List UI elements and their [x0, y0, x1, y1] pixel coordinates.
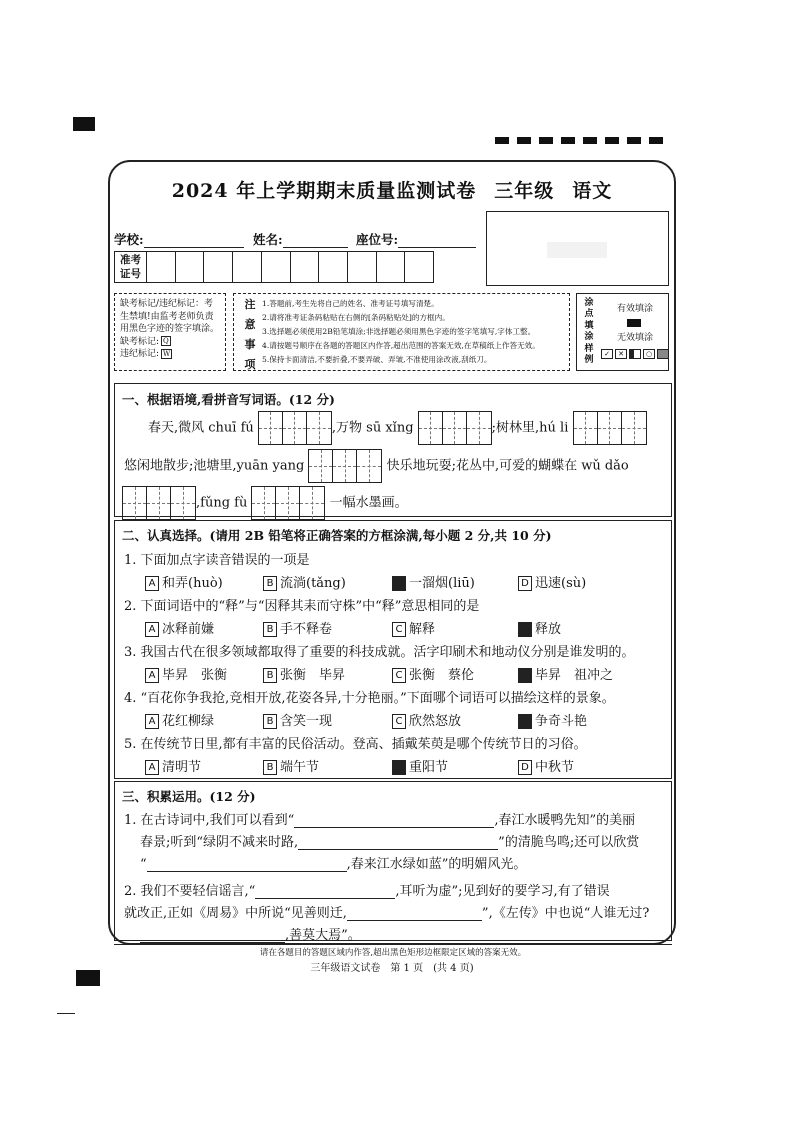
choice-option[interactable]: [145, 664, 227, 683]
choice-text: 花红柳绿: [162, 714, 215, 729]
answer-blank[interactable]: [347, 907, 482, 921]
answer-blank[interactable]: [294, 814, 494, 828]
choice-bubble[interactable]: A: [145, 576, 159, 591]
choice-option[interactable]: [145, 756, 201, 775]
choice-text: 释放: [535, 622, 562, 637]
choice-bubble[interactable]: C: [392, 668, 406, 683]
page-number: 三年级语文试卷 第 1 页 (共 4 页): [310, 963, 474, 974]
exam-id-label: 准考 证号: [115, 252, 147, 282]
choice-bubble[interactable]: D: [518, 622, 532, 637]
choice-text: 一溜烟(liū): [409, 576, 475, 591]
section-3-q2-line-2: 就改正,正如《周易》中所说“见善则迁, ”,《左传》中也说“人谁无过?: [124, 906, 650, 921]
choice-text: 手不释卷: [280, 622, 333, 637]
choice-bubble[interactable]: D: [518, 668, 532, 683]
choice-option[interactable]: [145, 618, 214, 637]
school-label: 学校:: [114, 232, 144, 247]
pinyin-answer-box[interactable]: [122, 486, 196, 520]
seat-field[interactable]: [356, 230, 476, 248]
discipline-mark-box[interactable]: W: [163, 349, 171, 358]
choice-bubble[interactable]: B: [263, 576, 277, 591]
notice-box: [233, 293, 570, 371]
choice-text: 重阳节: [409, 760, 449, 775]
section-3-q1-line-2: 春景;听到“绿阴不减来时路, ”的清脆鸟鸣;还可以欣赏: [140, 835, 640, 850]
choice-bubble[interactable]: A: [145, 760, 159, 775]
pinyin-answer-box[interactable]: [251, 486, 325, 520]
id-cell[interactable]: [233, 252, 262, 282]
choice-bubble[interactable]: D: [518, 576, 532, 591]
question-stem: 1. 下面加点字读音错误的一项是: [124, 553, 310, 568]
id-cell[interactable]: [405, 252, 433, 282]
notice-item: 2.请将准考证条码粘贴在右侧的[条码粘贴处]的方框内。: [262, 313, 450, 322]
grade-label: 三年级: [494, 180, 555, 202]
notice-item: 5.保持卡面清洁,不要折叠,不要弄破、弄皱,不准使用涂改液,刮纸刀。: [262, 355, 492, 364]
footer-note: 请在各题目的答题区域内作答,超出黑色矩形边框限定区域的答案无效。: [114, 944, 672, 958]
choice-bubble[interactable]: B: [263, 760, 277, 775]
id-cell[interactable]: [176, 252, 205, 282]
notice-item: 3.选择题必须使用2B铅笔填涂;非选择题必须用黑色字迹的签字笔填写,字体工整。: [262, 327, 536, 336]
section-3-q1-line-3: “ ,春来江水绿如蓝”的明媚风光。: [140, 857, 527, 872]
question-stem: 5. 在传统节日里,都有丰富的民俗活动。登高、插戴茱萸是哪个传统节日的习俗。: [124, 737, 587, 752]
corner-mark-top-left: [73, 117, 95, 131]
choice-option[interactable]: [518, 618, 561, 637]
name-field[interactable]: [253, 230, 348, 248]
choice-bubble[interactable]: A: [145, 714, 159, 729]
choice-text: 清明节: [162, 760, 202, 775]
invalid-fill-samples: ✓ ✕ ○: [601, 349, 669, 359]
choice-option[interactable]: [518, 664, 613, 683]
notice-item: 1.答题前,考生先将自己的姓名、准考证号填写清楚。: [262, 299, 439, 308]
seat-label: 座位号:: [356, 232, 399, 247]
choice-text: 端午节: [280, 760, 320, 775]
exam-title: 2024 年上学期期末质量监测试卷: [171, 180, 477, 202]
choice-bubble[interactable]: C: [392, 576, 406, 591]
choice-option[interactable]: [518, 756, 574, 775]
subject-label: 语文: [572, 180, 613, 202]
valid-fill-label: 有效填涂: [617, 304, 654, 314]
school-field[interactable]: [114, 230, 244, 248]
choice-option[interactable]: [392, 710, 461, 729]
choice-option[interactable]: [392, 756, 448, 775]
absence-mark-box: 缺考标记/违纪标记：考 生禁填!由监考老师负责 用黑色字迹的签字填涂。 缺考标记: Q 违纪标记: W: [114, 293, 226, 371]
answer-blank[interactable]: [298, 836, 498, 850]
section-1-line-1: 春天,微风 chuī fú ,万物 sū xǐng ;树林里,hú li: [148, 411, 647, 445]
choice-bubble[interactable]: C: [392, 622, 406, 637]
choice-option[interactable]: [263, 572, 346, 591]
answer-blank[interactable]: [147, 858, 347, 872]
page-title: [108, 176, 676, 203]
choice-bubble[interactable]: B: [263, 622, 277, 637]
section-2-title: 二、认真选择。(请用 2B 铅笔将正确答案的方框涂满,每小题 2 分,共 10 分): [122, 528, 552, 543]
answer-blank[interactable]: [140, 929, 285, 943]
bottom-left-tick: [57, 1013, 75, 1014]
choice-text: 争奇斗艳: [535, 714, 588, 729]
choice-bubble[interactable]: A: [145, 622, 159, 637]
choice-option[interactable]: [518, 710, 587, 729]
valid-fill-sample: [627, 319, 641, 327]
choice-text: 流淌(tǎng): [280, 576, 346, 591]
fill-example-box: [576, 293, 669, 371]
pinyin-answer-box[interactable]: [258, 411, 332, 445]
choice-text: 含笑一现: [280, 714, 333, 729]
answer-blank[interactable]: [255, 885, 395, 899]
choice-bubble[interactable]: C: [392, 714, 406, 729]
question-stem: 4. “百花你争我抢,竞相开放,花姿各异,十分艳丽。”下面哪个词语可以描绘这样的景象。: [124, 691, 615, 706]
id-cell[interactable]: [377, 252, 406, 282]
choice-text: 毕昇 祖冲之: [535, 668, 614, 683]
notice-label: 注 意 事 项: [244, 298, 256, 371]
choice-text: 毕昇 张衡: [162, 668, 228, 683]
id-cell[interactable]: [147, 252, 176, 282]
exam-id-grid[interactable]: [114, 251, 434, 283]
choice-option[interactable]: [392, 572, 475, 591]
timing-marks: [495, 137, 663, 145]
section-3-q2-line-3: ,善莫大焉”。: [140, 924, 361, 943]
choice-bubble[interactable]: B: [263, 668, 277, 683]
question-stem: 2. 下面词语中的“释”与“因释其耒而守株”中“释”意思相同的是: [124, 599, 480, 614]
absent-mark-row[interactable]: 缺考标记: Q: [120, 336, 169, 347]
choice-option[interactable]: [392, 664, 474, 683]
id-cell[interactable]: [348, 252, 377, 282]
choice-bubble[interactable]: D: [518, 760, 532, 775]
choice-option[interactable]: [263, 618, 332, 637]
discipline-mark-row[interactable]: 违纪标记: W: [120, 349, 171, 359]
choice-text: 迅速(sù): [535, 576, 587, 591]
choice-bubble[interactable]: A: [145, 668, 159, 683]
section-3-title: 三、积累运用。(12 分): [122, 789, 256, 804]
choice-option[interactable]: [518, 572, 586, 591]
choice-text: 张衡 蔡伦: [409, 668, 475, 683]
id-cell[interactable]: [319, 252, 348, 282]
pinyin-answer-box[interactable]: [573, 411, 647, 445]
choice-text: 冰释前嫌: [162, 622, 215, 637]
notice-item: 4.请按题号顺序在各题的答题区内作答,超出范围的答案无效,在草稿纸上作答无效。: [262, 341, 540, 350]
choice-bubble[interactable]: B: [263, 714, 277, 729]
choice-text: 欣然怒放: [409, 714, 462, 729]
section-1-title: 一、根据语境,看拼音写词语。(12 分): [122, 392, 335, 407]
choice-bubble[interactable]: D: [518, 714, 532, 729]
barcode-area: [486, 211, 669, 286]
choice-option[interactable]: [145, 572, 223, 591]
invalid-fill-label: 无效填涂: [617, 333, 654, 343]
section-3-q2-line-1: 2. 我们不要轻信谣言,“ ,耳听为虚”;见到好的要学习,有了错误: [124, 884, 610, 899]
id-cell[interactable]: [291, 252, 320, 282]
choice-text: 中秋节: [535, 760, 575, 775]
id-cell[interactable]: [262, 252, 291, 282]
choice-option[interactable]: [263, 756, 319, 775]
id-cell[interactable]: [204, 252, 233, 282]
choice-bubble[interactable]: C: [392, 760, 406, 775]
pinyin-answer-box[interactable]: [418, 411, 492, 445]
choice-option[interactable]: [145, 710, 214, 729]
section-1-line-2: 悠闲地散步;池塘里,yuān yang 快乐地玩耍;花丛中,可爱的蝴蝶在 wǔ dǎo: [124, 449, 629, 483]
choice-text: 和弄(huò): [162, 576, 223, 591]
section-1-line-3: ,fǔng fù 一幅水墨画。: [122, 486, 408, 520]
section-3-q1-line-1: 1. 在古诗词中,我们可以看到“ ,春江水暖鸭先知”的美丽: [124, 813, 636, 828]
choice-text: 张衡 毕昇: [280, 668, 346, 683]
question-stem: 3. 我国古代在很多领域都取得了重要的科技成就。活字印刷术和地动仪分别是谁发明的。: [124, 645, 635, 660]
pinyin-answer-box[interactable]: [308, 449, 382, 483]
choice-option[interactable]: [392, 618, 435, 637]
fill-example-label: 涂 点 填 涂 样 例: [584, 298, 594, 366]
choice-text: 解释: [409, 622, 436, 637]
corner-mark-bottom-left: [76, 970, 100, 986]
choice-option[interactable]: [263, 710, 332, 729]
notice-list: [262, 297, 540, 367]
absent-mark-box[interactable]: Q: [163, 337, 169, 345]
choice-option[interactable]: [263, 664, 345, 683]
name-label: 姓名:: [253, 232, 283, 247]
